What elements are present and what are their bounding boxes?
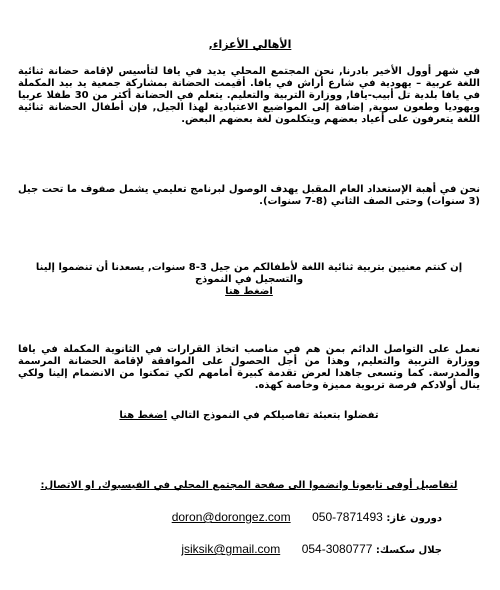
- intro-paragraph: في شهر أوول الأخير بادرنا, نحن المجتمع المحلي يديد في يافا لتأسيس لإقامة حضانة ثنائية اللغة عربية – يهودية في شارع أراش في يافا. أقيمت الحضانة بمشاركة جمعية يد بيد المكملة في يافا بلدية تل أبيب-يافا, ووزارة التربية والتعليم. يتعلم في الحضانة أكثر من 30 طفلا عربيا ويهوديا وطعون سوية, إضافة إلى المواضيع الاعتيادية لهذا الجيل, فإن أطفال الحضانة ثنائية اللغة يتعرفون على أعياد بعضهم ويتكلمون لغة بعضهم البعض.: [18, 66, 480, 125]
- contact-row-doron: [172, 510, 442, 524]
- form-paragraph: [18, 410, 480, 422]
- registration-paragraph: [18, 262, 480, 298]
- contact-row-jalal: [181, 542, 442, 556]
- program-paragraph: نحن في أهبة الإستعداد العام المقبل يهدف الوصول لبرنامج تعليمي يشمل صفوف ما تحت جيل (3 سنوات) وحتى الصف الثاني (8-7 سنوات).: [18, 184, 480, 207]
- greeting-title: الأهالي الأعزاء,: [208, 38, 292, 51]
- contact-name: دورون غاز:: [386, 513, 442, 524]
- contact-phone: 054-3080777: [301, 542, 373, 556]
- registration-text: إن كنتم معنيين بتربية ثنائية اللغة لأطفالكم من جيل 3-8 سنوات, يسعدنا أن تنضموا إلينا والتسجيل في النموذج: [35, 262, 463, 285]
- contact-phone: 050-7871493: [312, 510, 383, 524]
- contact-email-link[interactable]: jsiksik@gmail.com: [181, 542, 281, 556]
- contact-authorities-paragraph: نعمل على التواصل الدائم بمن هم في مناصب اتخاذ القرارات في الثانوية المكملة في يافا ووزارة التربية والتعليم, وهذا من أجل الحصول على الموافقة لإقامة الحضانة المرسمة والمدرسة. كما وتسعى جاهدا لعرض تقدمة كبيرة أمامهم لكي تمكنوا من الانضمام إلينا ولكي ينال أولادكم فرصة تربوية مميزة وخاصة كهذه.: [18, 344, 480, 391]
- contact-name: جلال سكسك:: [375, 545, 442, 556]
- contact-email-link[interactable]: doron@dorongez.com: [171, 510, 291, 524]
- form-link[interactable]: اضغط هنا: [119, 410, 168, 421]
- form-text: تفضلوا بتعبئة تفاصيلكم في النموذج التالي: [170, 410, 379, 421]
- contact-intro: لتفاصيل أوفى تابعونا وانضموا الى صفحة المجتمع المحلي في الفيسبوك, او الاتصال:: [40, 480, 458, 491]
- registration-link[interactable]: اضغط هنا: [225, 286, 273, 297]
